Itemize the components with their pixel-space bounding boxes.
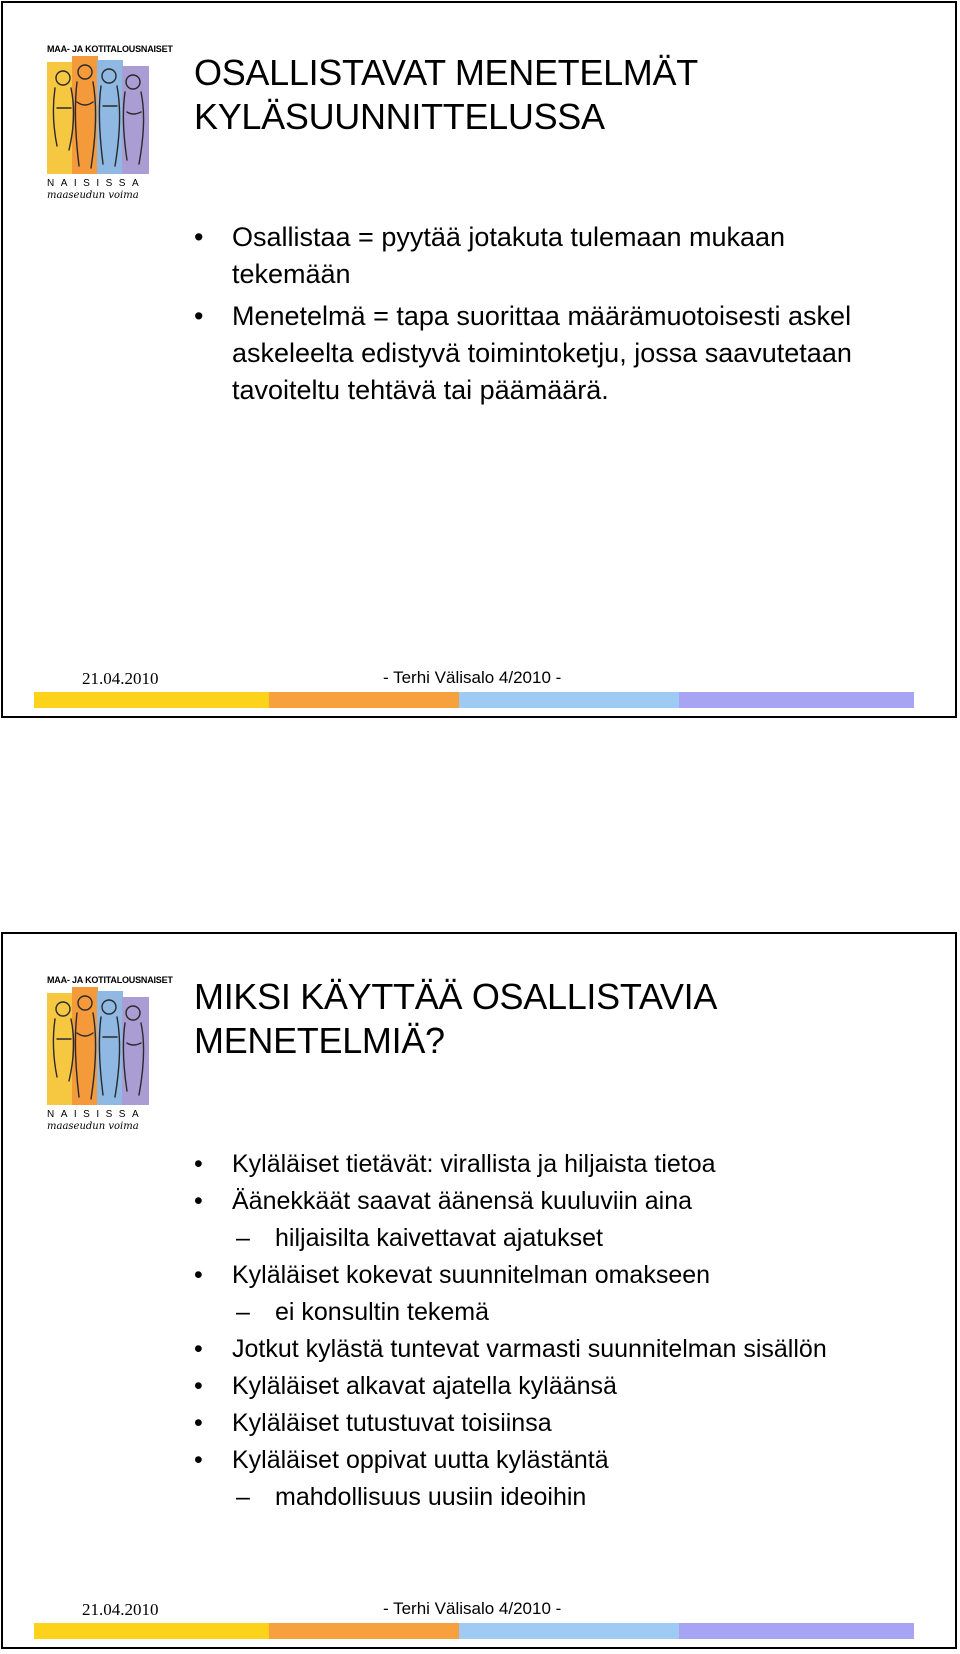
- color-bar-violet: [679, 1623, 914, 1639]
- bullet-list: [194, 219, 874, 414]
- color-bar-orange: [269, 692, 459, 708]
- dash-icon: –: [236, 1224, 250, 1252]
- dash-icon: –: [236, 1483, 250, 1511]
- title-line-1: OSALLISTAVAT MENETELMÄT: [194, 52, 698, 93]
- bullet-icon: •: [194, 1372, 203, 1400]
- logo-bottom-text: NAISISSA: [47, 178, 146, 189]
- logo-script-text: maaseudun voima: [47, 1121, 139, 1132]
- logo-top-text: MAA- JA KOTITALOUSNAISET: [47, 975, 173, 985]
- bullet-icon: •: [194, 1187, 203, 1215]
- logo-bottom-text: NAISISSA: [47, 1109, 146, 1120]
- bullet-icon: •: [194, 222, 204, 252]
- list-item: • Kyläläiset tutustuvat toisiinsa: [194, 1405, 934, 1442]
- bullet-icon: •: [194, 301, 204, 331]
- logo-top-text: MAA- JA KOTITALOUSNAISET: [47, 44, 173, 54]
- title-line-1: MIKSI KÄYTTÄÄ OSALLISTAVIA: [194, 976, 718, 1017]
- slide-title: [194, 975, 717, 1063]
- color-bar-blue: [459, 692, 679, 708]
- color-bar-violet: [679, 692, 914, 708]
- list-item: • Äänekkäät saavat äänensä kuuluviin aina: [194, 1183, 934, 1220]
- list-item: • Kyläläiset tietävät: virallista ja hiljaista tietoa: [194, 1146, 934, 1183]
- dash-icon: –: [236, 1298, 250, 1326]
- color-bar-orange: [269, 1623, 459, 1639]
- bullet-icon: •: [194, 1150, 203, 1178]
- sub-list-item: – hiljaisilta kaivettavat ajatukset: [194, 1220, 934, 1257]
- title-line-2: KYLÄSUUNNITTELUSSA: [194, 96, 605, 137]
- slide-1: [1, 1, 957, 718]
- slide-title: [194, 51, 698, 139]
- footer-date: 21.04.2010: [82, 669, 159, 688]
- logo-script-text: maaseudun voima: [47, 190, 139, 201]
- list-item: • Osallistaa = pyytää jotakuta tulemaan mukaan tekemään: [194, 219, 874, 293]
- title-line-2: MENETELMIÄ?: [194, 1020, 445, 1061]
- bullet-icon: •: [194, 1335, 203, 1363]
- list-item: • Menetelmä = tapa suorittaa määrämuotoisesti askel askeleelta edistyvä toimintoketju, jossa saavutetaan tavoiteltu tehtävä tai päämäärä.: [194, 298, 874, 409]
- color-bar-yellow: [34, 692, 269, 708]
- color-bar-blue: [459, 1623, 679, 1639]
- footer-author: - Terhi Välisalo 4/2010 -: [383, 668, 562, 687]
- organization-logo: [43, 40, 173, 202]
- bullet-icon: •: [194, 1409, 203, 1437]
- footer-date: 21.04.2010: [82, 1600, 159, 1619]
- slide-2: [1, 932, 957, 1649]
- sub-list-item: – ei konsultin tekemä: [194, 1294, 934, 1331]
- bullet-icon: •: [194, 1261, 203, 1289]
- bullet-icon: •: [194, 1446, 203, 1474]
- list-item: • Jotkut kylästä tuntevat varmasti suunnitelman sisällön: [194, 1331, 934, 1368]
- list-item: • Kyläläiset alkavat ajatella kyläänsä: [194, 1368, 934, 1405]
- color-bar-yellow: [34, 1623, 269, 1639]
- organization-logo: [43, 971, 173, 1133]
- sub-list-item: – mahdollisuus uusiin ideoihin: [194, 1479, 934, 1516]
- bullet-list: [194, 1146, 934, 1516]
- list-item: • Kyläläiset oppivat uutta kylästäntä: [194, 1442, 934, 1479]
- women-figures-icon: [47, 56, 149, 174]
- women-figures-icon: [47, 987, 149, 1105]
- footer-color-bar: [34, 1623, 914, 1639]
- footer-author: - Terhi Välisalo 4/2010 -: [383, 1599, 562, 1618]
- footer-color-bar: [34, 692, 914, 708]
- list-item: • Kyläläiset kokevat suunnitelman omakseen: [194, 1257, 934, 1294]
